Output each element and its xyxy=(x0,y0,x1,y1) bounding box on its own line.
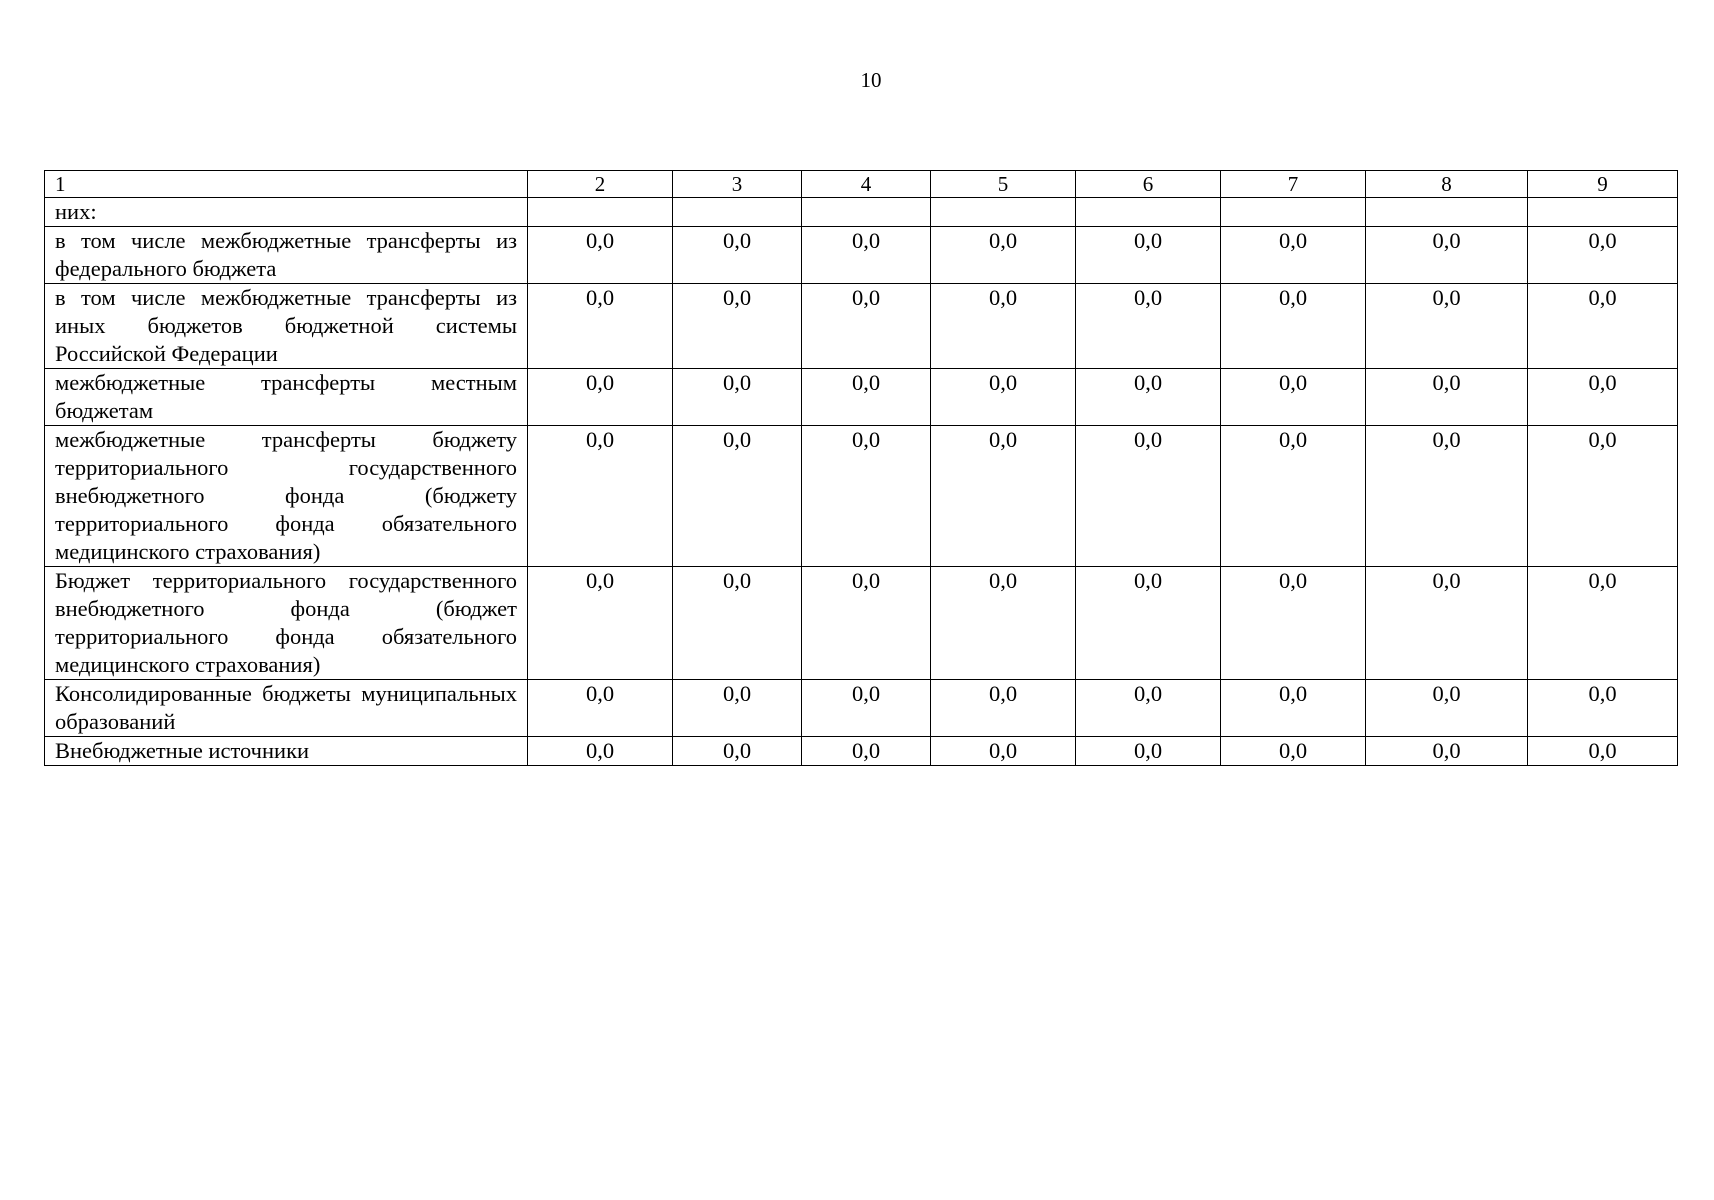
table-cell: 0,0 xyxy=(1366,284,1528,369)
table-cell: 0,0 xyxy=(673,680,802,737)
table-cell: 0,0 xyxy=(1221,737,1366,766)
table-cell: 0,0 xyxy=(931,567,1076,680)
column-number: 2 xyxy=(528,171,673,198)
row-label: Бюджет территориального государственного внебюджетного фонда (бюджет территориального фонда обязательного медицинского страхования) xyxy=(45,567,528,680)
column-number: 9 xyxy=(1528,171,1678,198)
table-cell: 0,0 xyxy=(802,737,931,766)
table-cell: 0,0 xyxy=(931,737,1076,766)
table-header-row xyxy=(45,171,1678,198)
row-label: в том числе межбюджетные трансферты из федерального бюджета xyxy=(45,227,528,284)
row-label: в том числе межбюджетные трансферты из иных бюджетов бюджетной системы Российской Федерации xyxy=(45,284,528,369)
table-cell: 0,0 xyxy=(931,284,1076,369)
table-cell: 0,0 xyxy=(528,284,673,369)
table-cell: 0,0 xyxy=(931,369,1076,426)
table-cell: 0,0 xyxy=(673,369,802,426)
table-cell xyxy=(528,198,673,227)
column-number: 8 xyxy=(1366,171,1528,198)
table-cell: 0,0 xyxy=(802,284,931,369)
page-number: 10 xyxy=(860,68,882,92)
table-cell: 0,0 xyxy=(1221,567,1366,680)
table-cell: 0,0 xyxy=(1076,426,1221,567)
table-row xyxy=(45,284,1678,369)
table-cell: 0,0 xyxy=(673,284,802,369)
table-cell xyxy=(1221,198,1366,227)
column-number: 7 xyxy=(1221,171,1366,198)
table-cell: 0,0 xyxy=(1528,426,1678,567)
table-row xyxy=(45,198,1678,227)
column-number: 5 xyxy=(931,171,1076,198)
table-cell: 0,0 xyxy=(1076,369,1221,426)
table-cell: 0,0 xyxy=(528,227,673,284)
table-cell: 0,0 xyxy=(528,680,673,737)
table-row xyxy=(45,426,1678,567)
table-cell: 0,0 xyxy=(1528,680,1678,737)
table-cell: 0,0 xyxy=(1528,284,1678,369)
table-cell: 0,0 xyxy=(1076,567,1221,680)
table-cell: 0,0 xyxy=(1528,567,1678,680)
table-cell: 0,0 xyxy=(802,227,931,284)
table-cell: 0,0 xyxy=(1366,227,1528,284)
table-cell: 0,0 xyxy=(802,567,931,680)
budget-table xyxy=(44,170,1678,766)
table-cell: 0,0 xyxy=(1528,369,1678,426)
table-cell: 0,0 xyxy=(1366,426,1528,567)
table-row xyxy=(45,567,1678,680)
table-cell: 0,0 xyxy=(1366,369,1528,426)
table-cell: 0,0 xyxy=(1221,680,1366,737)
table-cell: 0,0 xyxy=(528,426,673,567)
table-row xyxy=(45,737,1678,766)
table-cell: 0,0 xyxy=(1366,680,1528,737)
table-cell: 0,0 xyxy=(673,426,802,567)
table-cell: 0,0 xyxy=(1528,227,1678,284)
table-cell xyxy=(1366,198,1528,227)
column-number: 4 xyxy=(802,171,931,198)
row-label: Внебюджетные источники xyxy=(45,737,528,766)
table-cell: 0,0 xyxy=(1221,227,1366,284)
table-row xyxy=(45,227,1678,284)
table-cell: 0,0 xyxy=(1076,680,1221,737)
table-cell: 0,0 xyxy=(528,567,673,680)
table-cell xyxy=(673,198,802,227)
table-cell: 0,0 xyxy=(1366,737,1528,766)
table-cell: 0,0 xyxy=(931,426,1076,567)
row-label: межбюджетные трансферты бюджету территориального государственного внебюджетного фонда (бюджету территориального фонда обязательного медицинского страхования) xyxy=(45,426,528,567)
table-row xyxy=(45,680,1678,737)
table-cell: 0,0 xyxy=(802,426,931,567)
table-cell: 0,0 xyxy=(931,227,1076,284)
table-cell: 0,0 xyxy=(673,227,802,284)
column-number: 6 xyxy=(1076,171,1221,198)
row-label: Консолидированные бюджеты муниципальных образований xyxy=(45,680,528,737)
table-cell: 0,0 xyxy=(673,567,802,680)
table-cell: 0,0 xyxy=(1528,737,1678,766)
table-cell: 0,0 xyxy=(1076,737,1221,766)
table-cell: 0,0 xyxy=(1221,426,1366,567)
table-cell xyxy=(802,198,931,227)
table-cell: 0,0 xyxy=(673,737,802,766)
table-cell: 0,0 xyxy=(528,737,673,766)
table-cell: 0,0 xyxy=(931,680,1076,737)
table-cell: 0,0 xyxy=(1221,284,1366,369)
table-cell: 0,0 xyxy=(1076,227,1221,284)
column-number: 3 xyxy=(673,171,802,198)
table-cell xyxy=(1528,198,1678,227)
table-cell xyxy=(1076,198,1221,227)
table-row xyxy=(45,369,1678,426)
table-cell: 0,0 xyxy=(1221,369,1366,426)
table-cell: 0,0 xyxy=(802,680,931,737)
table-cell xyxy=(931,198,1076,227)
table-cell: 0,0 xyxy=(802,369,931,426)
table-cell: 0,0 xyxy=(528,369,673,426)
table-cell: 0,0 xyxy=(1366,567,1528,680)
table-cell: 0,0 xyxy=(1076,284,1221,369)
column-number: 1 xyxy=(45,171,528,198)
row-label: межбюджетные трансферты местным бюджетам xyxy=(45,369,528,426)
row-label: них: xyxy=(45,198,528,227)
